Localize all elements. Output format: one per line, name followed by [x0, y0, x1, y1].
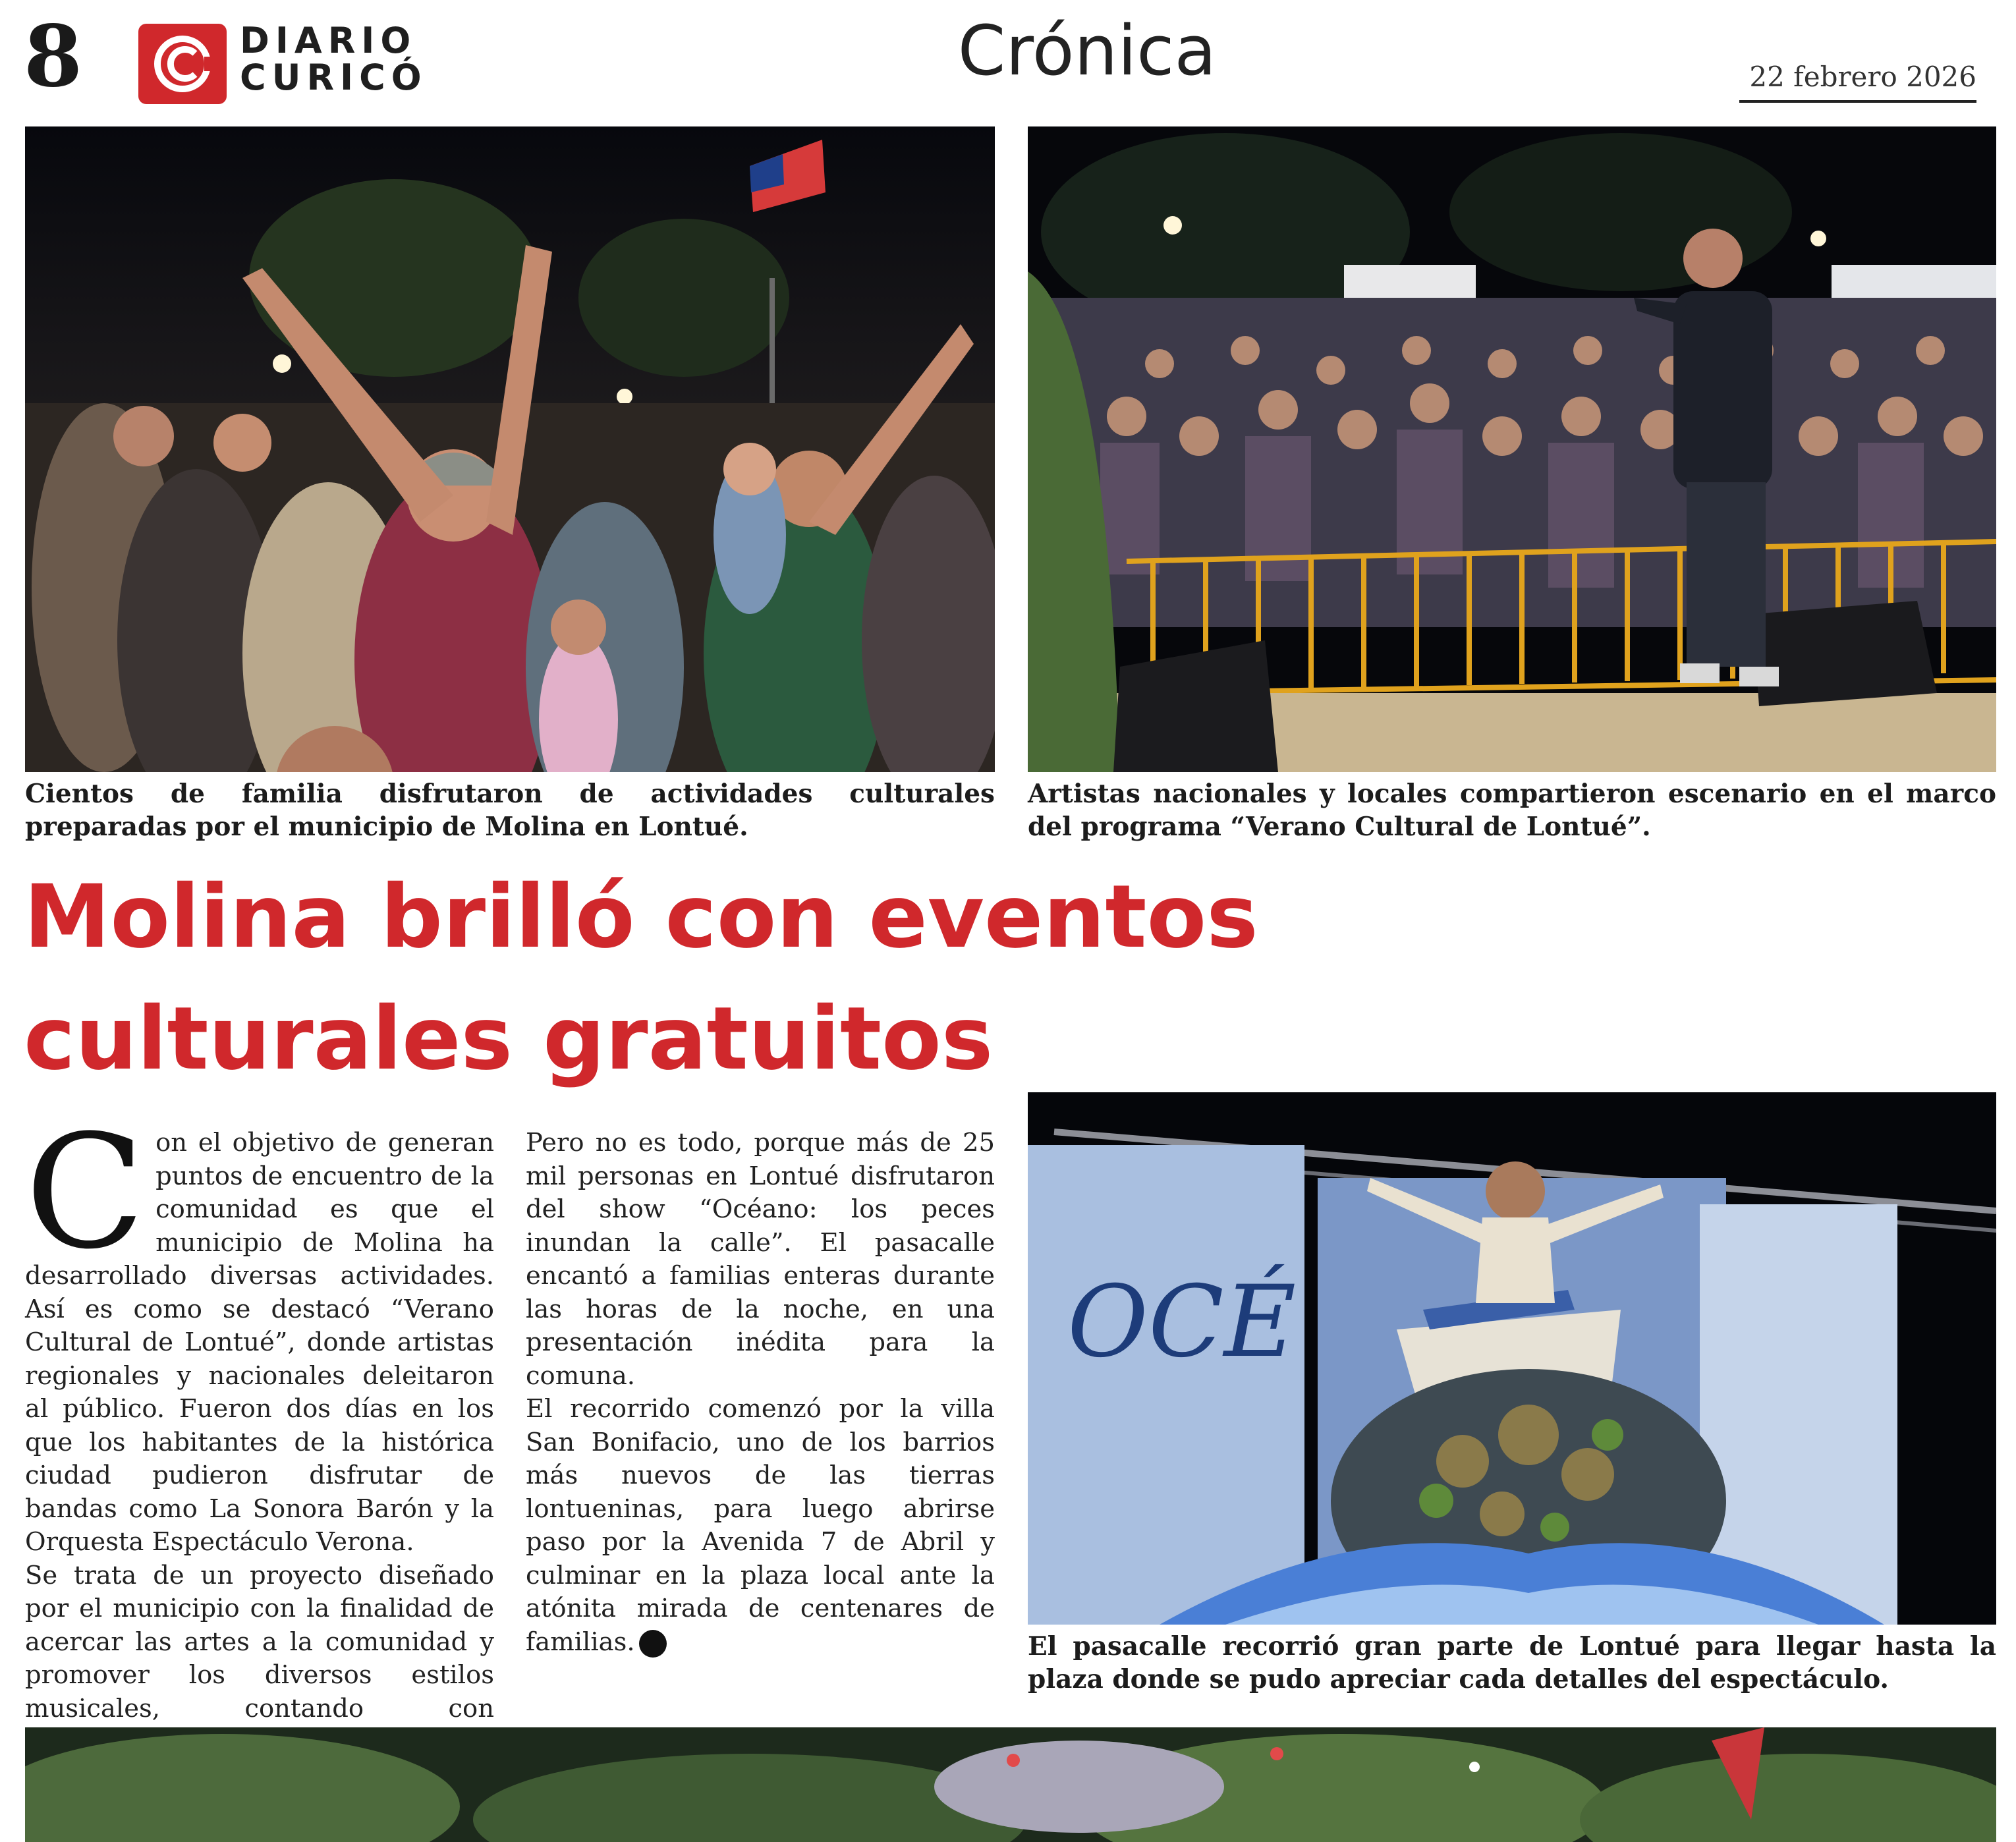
issue-date: 22 febrero 2026 [1749, 61, 1976, 93]
night-plaza-photo [25, 1727, 1996, 1842]
headline-line-2: culturales gratuitos [24, 988, 994, 1090]
concert-photo-caption: Artistas nacionales y locales compartieron escenario en el marco del programa “Verano Cultural de Lontué”. [1028, 779, 1996, 842]
article-column-2 [526, 1127, 995, 1659]
drop-cap: C [25, 1102, 146, 1284]
brand-name [240, 22, 428, 96]
brand-line-2: CURICÓ [240, 57, 428, 98]
page-number: 8 [24, 7, 83, 106]
parade-photo-caption: El pasacalle recorrió gran parte de Lontué para llegar hasta la plaza donde se pudo apreciar cada detalles del espectáculo. [1028, 1631, 1996, 1694]
article-paragraph-4: El recorrido comenzó por la villa San Bonifacio, uno de los barrios más nuevos de las tierras lontueninas, para luego abrirse paso por la Avenida 7 de Abril y culminar en la plaza local ante la atónita mirada de centenares de familias. [526, 1394, 995, 1657]
brand-line-1: DIARIO [240, 20, 417, 61]
parade-photo [1028, 1092, 1996, 1625]
diario-curico-logo-icon [138, 24, 227, 104]
crowd-photo-caption: Cientos de familia disfrutaron de actividades culturales preparadas por el municipio de Molina en Lontué. [25, 779, 995, 842]
parade-banner-text: OCÉ [1067, 1265, 1297, 1380]
article-paragraph-3: Pero no es todo, porque más de 25 mil personas en Lontué disfrutaron del show “Océano: los peces inundan la calle”. El pasacalle encantó a familias enteras durante las horas de la noche, en una presentación inédita para la comuna. [526, 1128, 995, 1391]
article-headline [24, 856, 1341, 1100]
article-paragraph-2: Se trata de un proyecto diseñado por el municipio con la finalidad de acercar las artes a la comunidad y promover los diversos estilos musicales, contando con [25, 1560, 494, 1723]
crowd-photo [25, 126, 995, 772]
article-paragraph-1: on el objetivo de generan puntos de encuentro de la comunidad es que el municipio de Molina ha desarrollado diversas actividades. Así es como se destacó “Verano Cultural de Lontué”, donde artistas regionales y nacionales deleitaron al público. Fueron dos días en los que los habitantes de la histórica ciudad pudieron disfrutar de bandas como La Sonora Barón y la Orquesta Espectáculo Verona. [25, 1128, 494, 1557]
section-title: Crónica [957, 11, 1217, 91]
headline-line-1: Molina brilló con eventos [24, 866, 1258, 968]
concert-photo [1028, 126, 1996, 772]
end-mark-icon [639, 1630, 667, 1658]
article-column-1 [25, 1102, 494, 1826]
date-rule [1739, 100, 1976, 103]
